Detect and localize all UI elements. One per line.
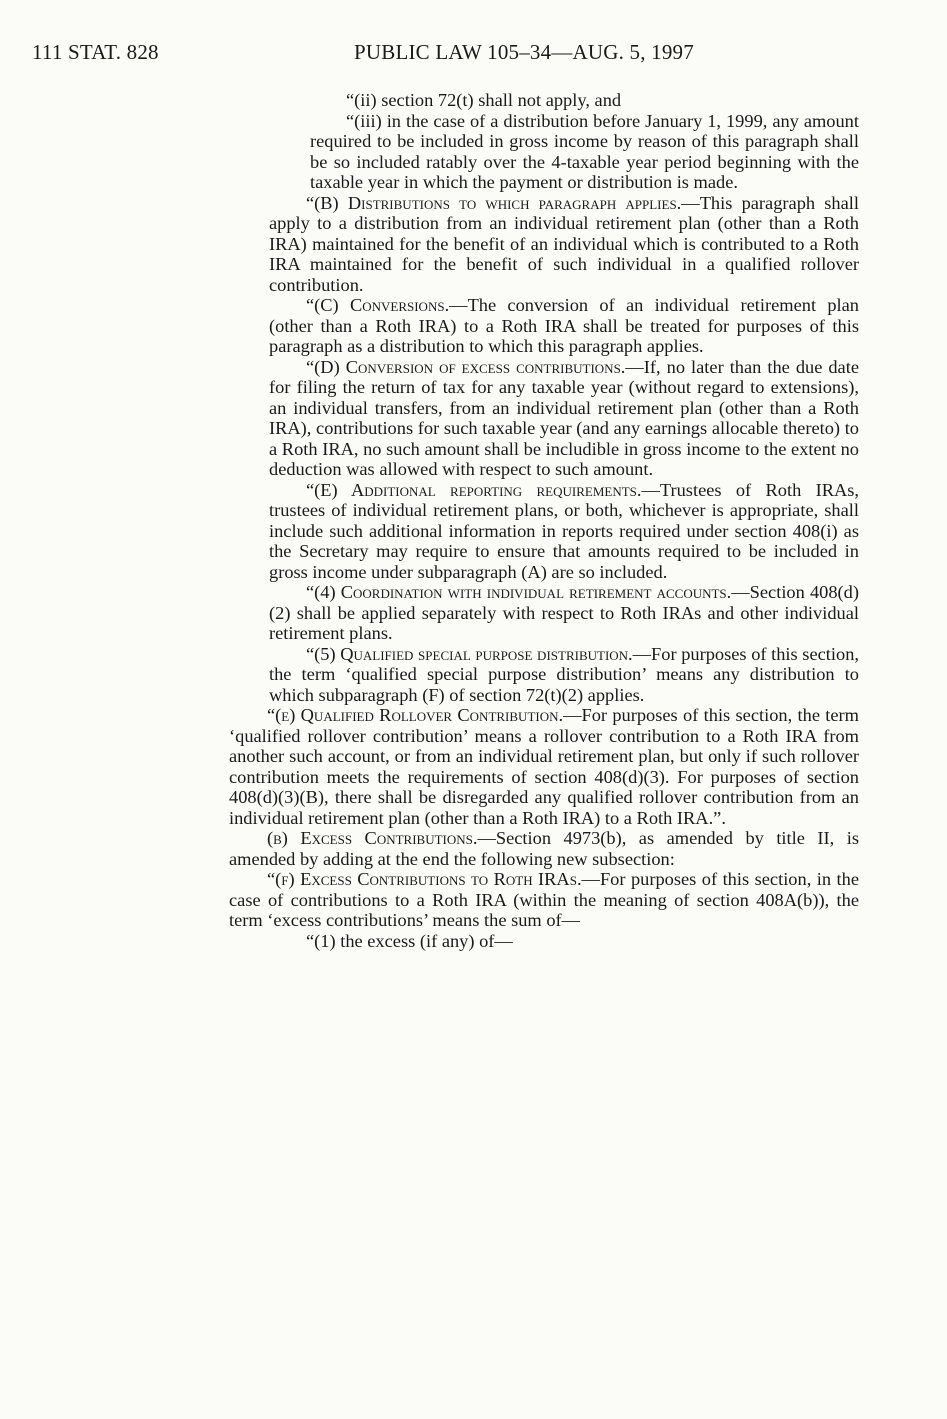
section-heading: (b) Excess Contributions.— bbox=[267, 828, 496, 848]
subparagraph-text: This paragraph shall apply to a distribution from an individual retirement plan (other than a Roth IRA) maintained for the benefit of an individual which is contributed to a Roth IRA maintained for the benefit of such individual in a qualified rollover contribution. bbox=[269, 192, 859, 295]
subparagraph-d bbox=[229, 357, 859, 480]
paragraph-5 bbox=[229, 644, 859, 706]
clause-ii bbox=[229, 90, 859, 111]
subparagraph-heading: “(D) Conversion of excess contributions.— bbox=[306, 356, 644, 377]
subparagraph-b bbox=[229, 193, 859, 296]
section-b-excess-contributions bbox=[229, 828, 859, 869]
subsection-text: For purposes of this section, the term ‘qualified rollover contribution’ means a rollover contribution to a Roth IRA from another such account, or from an individual retirement plan, but only if such rollover contribution meets the requirements of section 408(d)(3). For purposes of section 408(d)(3)(B), there shall be disregarded any qualified rollover contribution from an individual retirement plan (other than a Roth IRA) to a Roth IRA.”. bbox=[229, 705, 859, 828]
subparagraph-text: Trustees of Roth IRAs, trustees of individual retirement plans, or both, whichever is appropriate, shall include such additional information in reports required under section 408(i) as the Secretary may require to ensure that amounts required to be included in gross income under subparagraph (A) are so included. bbox=[269, 479, 859, 582]
paragraph-heading: “(5) Qualified special purpose distribution.— bbox=[306, 643, 652, 664]
statute-page-number: 111 STAT. 828 bbox=[32, 40, 159, 64]
paragraph-text: “(1) the excess (if any) of— bbox=[306, 930, 513, 951]
section-text: Section 4973(b), as amended by title II, is amended by adding at the end the following new subsection: bbox=[229, 828, 859, 869]
subsection-heading: “(e) Qualified Rollover Contribution.— bbox=[267, 705, 582, 725]
subsection-heading: “(f) Excess Contributions to Roth IRAs.— bbox=[267, 869, 600, 889]
subparagraph-e bbox=[229, 480, 859, 583]
subparagraph-heading: “(C) Conversions.— bbox=[306, 295, 468, 315]
subparagraph-text: The conversion of an individual retirement plan (other than a Roth IRA) to a Roth IRA shall be treated for purposes of this paragraph as a distribution to which this paragraph applies. bbox=[269, 295, 859, 356]
paragraph-4 bbox=[229, 582, 859, 644]
paragraph-1 bbox=[229, 931, 859, 952]
subsection-e bbox=[229, 705, 859, 828]
subsection-text: For purposes of this section, in the case of contributions to a Roth IRA (within the meaning of section 408A(b)), the term ‘excess contributions’ means the sum of— bbox=[229, 869, 859, 930]
subparagraph-text: If, no later than the due date for filing the return of tax for any taxable year (without regard to extensions), an individual transfers, from an individual retirement plan (other than a Roth IRA), contributions for such taxable year (and any earnings allocable thereto) to a Roth IRA, no such amount shall be includible in gross income to the extent no deduction was allowed with respect to such amount. bbox=[269, 356, 859, 479]
clause-text: “(iii) in the case of a distribution before January 1, 1999, any amount required to be included in gross income by reason of this paragraph shall be so included ratably over the 4-taxable year period beginning with the taxable year in which the payment or distribution is made. bbox=[310, 110, 859, 192]
subparagraph-heading: “(B) Distributions to which paragraph applies.— bbox=[306, 192, 700, 213]
subparagraph-c bbox=[229, 295, 859, 357]
statute-body bbox=[229, 90, 859, 951]
paragraph-text: Section 408(d)(2) shall be applied separately with respect to Roth IRAs and other individual retirement plans. bbox=[269, 582, 859, 643]
subsection-f bbox=[229, 869, 859, 931]
paragraph-heading: “(4) Coordination with individual retirement accounts.— bbox=[306, 582, 750, 602]
clause-text: “(ii) section 72(t) shall not apply, and bbox=[346, 90, 622, 110]
paragraph-text: For purposes of this section, the term ‘qualified special purpose distribution’ means any distribution to which subparagraph (F) of section 72(t)(2) applies. bbox=[269, 643, 859, 705]
public-law-citation: PUBLIC LAW 105–34—AUG. 5, 1997 bbox=[354, 40, 694, 64]
subparagraph-heading: “(E) Additional reporting requirements.— bbox=[306, 479, 660, 500]
clause-iii bbox=[229, 111, 859, 193]
